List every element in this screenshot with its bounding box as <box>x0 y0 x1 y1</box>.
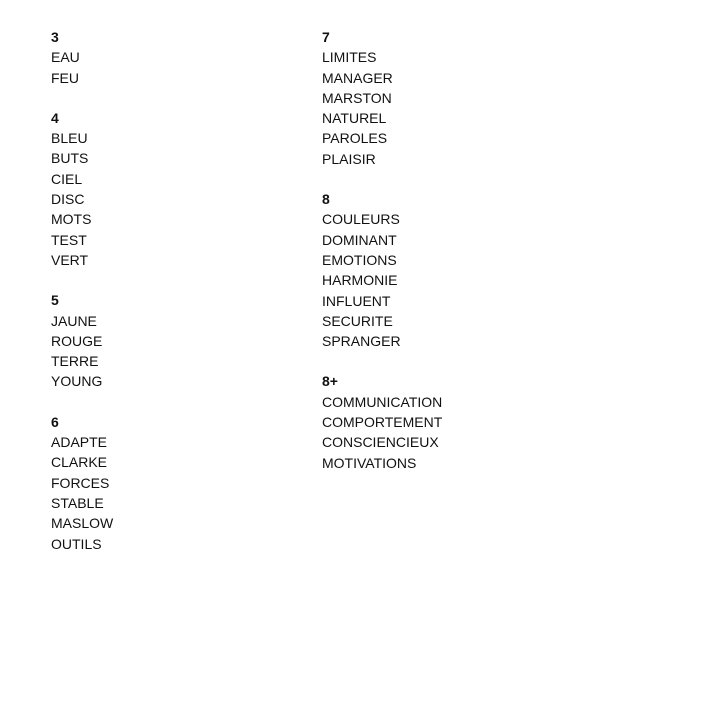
group-heading: 5 <box>51 292 59 309</box>
group-heading: 8+ <box>322 373 338 390</box>
word-item: COMPORTEMENT <box>322 414 443 431</box>
word-item: TEST <box>51 231 87 248</box>
word-item: ROUGE <box>51 332 103 349</box>
word-group-6-letters <box>51 412 291 554</box>
word-item: COMMUNICATION <box>322 393 443 410</box>
word-item: CONSCIENCIEUX <box>322 434 439 451</box>
word-item: LIMITES <box>322 49 377 66</box>
word-item: MARSTON <box>322 89 392 106</box>
word-item: YOUNG <box>51 373 103 390</box>
word-item: OUTILS <box>51 535 102 552</box>
word-item: PLAISIR <box>322 150 376 167</box>
group-heading: 7 <box>322 29 330 45</box>
word-item: CLARKE <box>51 454 108 471</box>
word-item: VERT <box>51 251 89 268</box>
word-item: COULEURS <box>322 211 400 228</box>
word-group-7-letters <box>322 27 562 169</box>
group-heading: 6 <box>51 413 59 430</box>
word-item: ADAPTE <box>51 434 108 451</box>
word-item: SPRANGER <box>322 333 401 350</box>
group-heading: 3 <box>51 29 59 45</box>
word-item: FORCES <box>51 474 110 491</box>
word-item: HARMONIE <box>322 272 398 289</box>
word-item: BLEU <box>51 130 88 147</box>
word-group-8-plus-letters <box>322 371 562 472</box>
word-item: DOMINANT <box>322 231 397 248</box>
word-item: JAUNE <box>51 312 97 329</box>
word-list-column-left <box>51 27 291 574</box>
word-item: INFLUENT <box>322 292 391 309</box>
word-item: FEU <box>51 69 79 86</box>
word-list-column-right <box>322 27 562 493</box>
word-item: SECURITE <box>322 312 393 329</box>
group-heading: 4 <box>51 109 59 126</box>
word-item: NATUREL <box>322 110 387 127</box>
word-item: CIEL <box>51 170 83 187</box>
word-item: DISC <box>51 191 85 208</box>
word-item: BUTS <box>51 150 89 167</box>
word-item: MOTS <box>51 211 92 228</box>
word-group-5-letters <box>51 290 291 391</box>
word-group-4-letters <box>51 108 291 270</box>
word-item: MANAGER <box>322 69 393 86</box>
word-item: STABLE <box>51 494 104 511</box>
word-group-3-letters <box>51 27 291 88</box>
word-item: TERRE <box>51 353 99 370</box>
word-item: EAU <box>51 49 80 66</box>
word-item: PAROLES <box>322 130 388 147</box>
group-heading: 8 <box>322 191 330 208</box>
word-item: EMOTIONS <box>322 251 397 268</box>
word-item: MOTIVATIONS <box>322 454 417 471</box>
word-item: MASLOW <box>51 515 114 532</box>
word-group-8-letters <box>322 189 562 351</box>
